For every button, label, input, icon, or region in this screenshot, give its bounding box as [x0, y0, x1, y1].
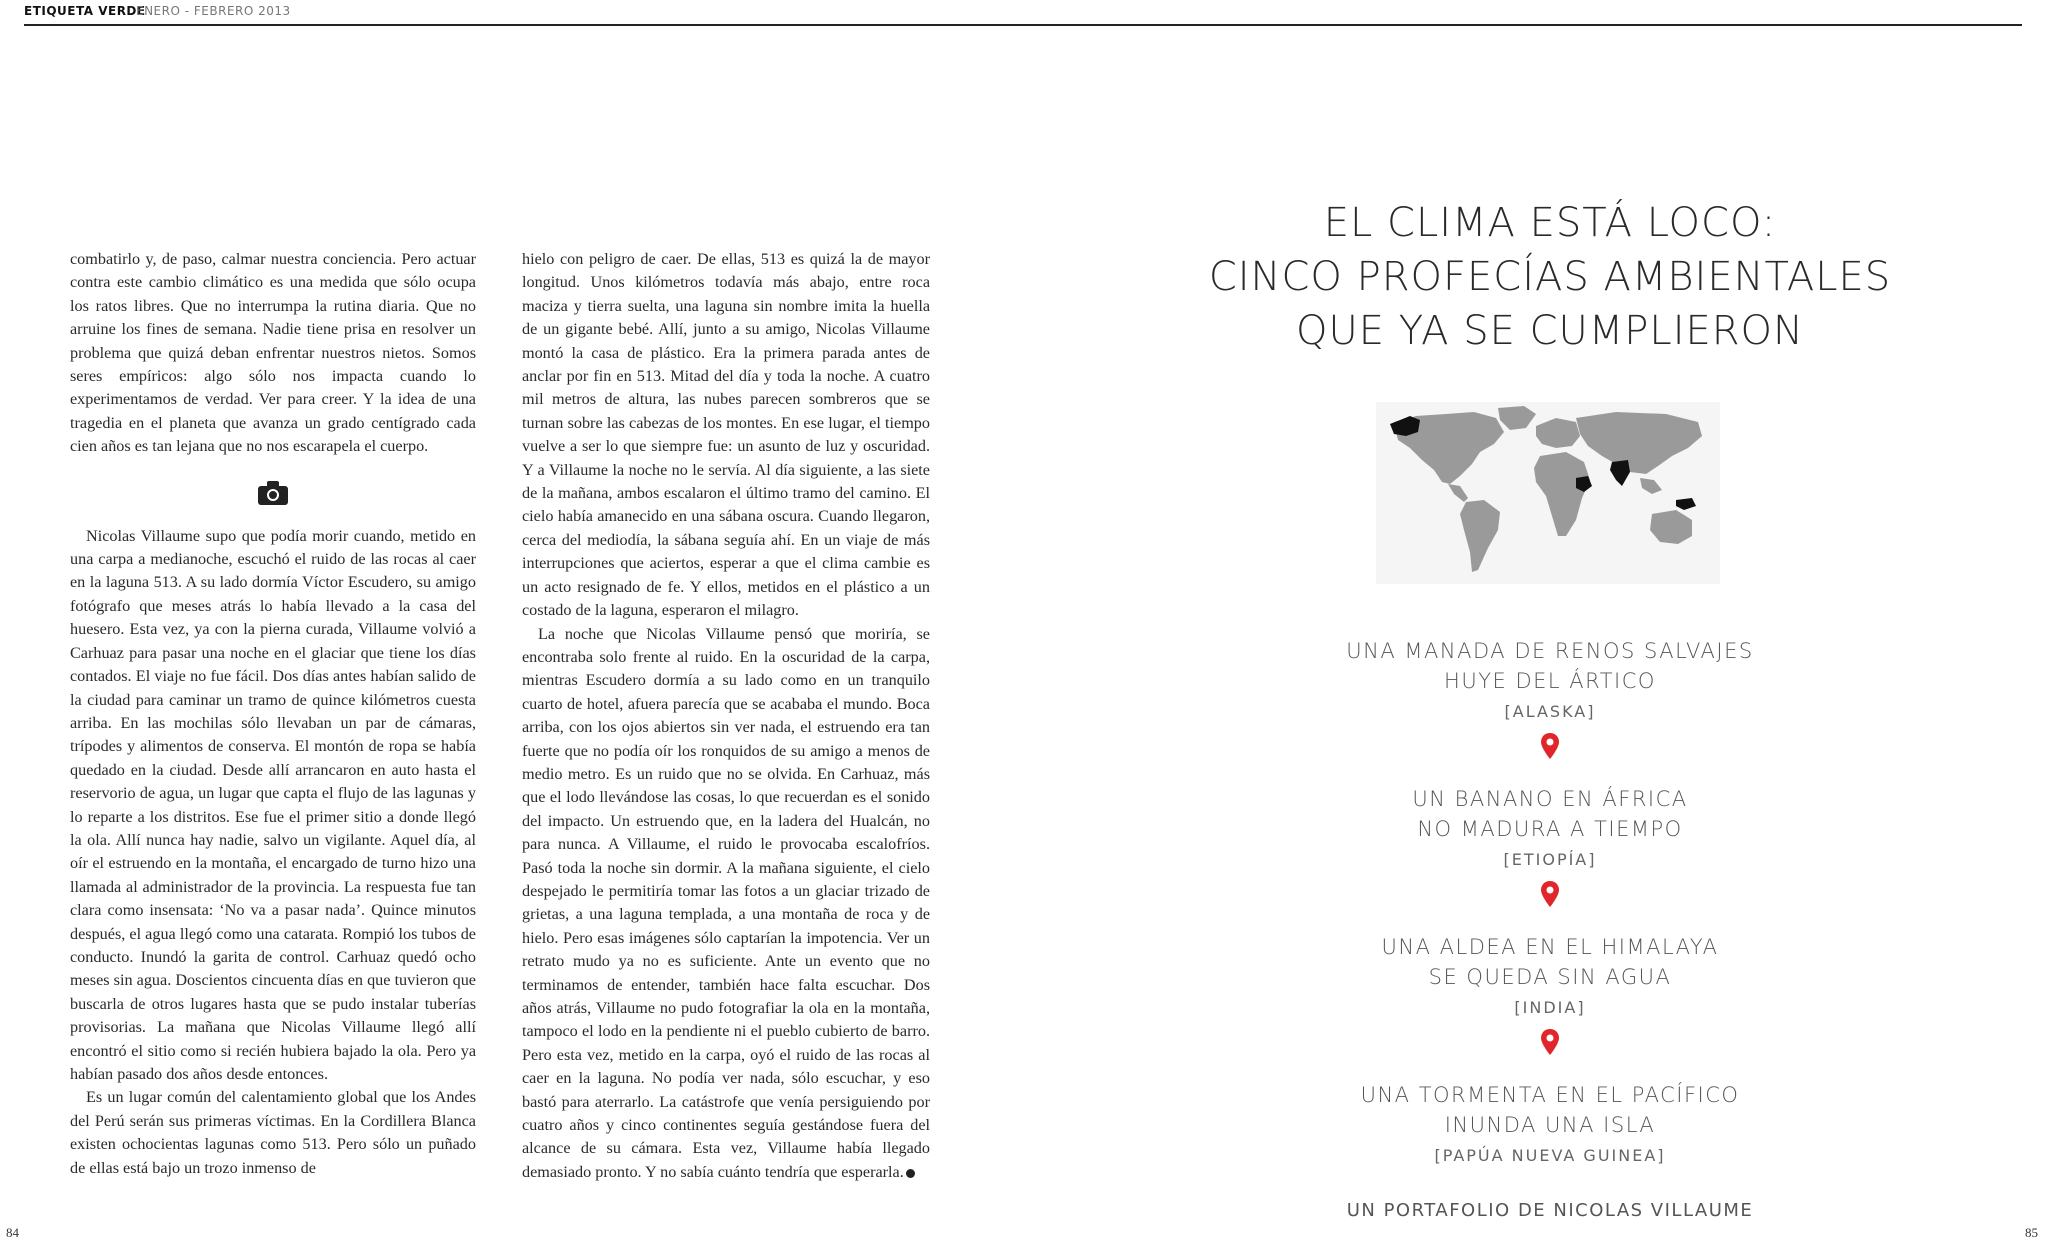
prophecy-desc: UNA ALDEA EN EL HIMALAYA: [1381, 935, 1719, 959]
prophecy-desc: UNA TORMENTA EN EL PACÍFICO: [1360, 1083, 1740, 1107]
prophecy-desc: NO MADURA A TIEMPO: [1417, 817, 1683, 841]
camera-icon: [258, 481, 288, 505]
paragraph: Es un lugar común del calentamiento global que los Andes del Perú serán sus primeras víctimas. En la Cordillera Blanca existen ochocientas lagunas como 513. Pero sólo un puñado de ellas está bajo un trozo inmenso de: [70, 1088, 476, 1177]
issue-date: ENERO - FEBRERO 2013: [136, 4, 291, 18]
paragraph: hielo con peligro de caer. De ellas, 513 es quizá la de mayor longitud. Unos kilómetros todavía más abajo, entre roca maciza y tierra suelta, una laguna sin nombre imita la huella de un gigante bebé. Allí, junto a su amigo, Nicolas Villaume montó la casa de plástico. Era la primera parada antes de anclar por fin en 513. Mitad del día y toda la noche. A cuatro mil metros de altura, las nubes parecen sombreros que se turnan sobre las cabezas de los montes. En ese lugar, el tiempo vuelve a ser lo que siempre fue: un asunto de luz y oscuridad. Y a Villaume la noche no le servía. Al día siguiente, a las siete de la mañana, ambos escalaron el último tramo del camino. El cielo había amanecido en una sábana oscura. Cuando llegaron, cerca del mediodía, la sábana seguía ahí. En un viaje de más interrupciones que aciertos, esperar a que el clima cambie es un acto resignado de fe. Y ellos, metidos en el plástico a un costado de la laguna, esperaron el milagro.: [522, 250, 930, 620]
prophecy-desc: SE QUEDA SIN AGUA: [1428, 965, 1672, 989]
feature-title: [1160, 196, 1940, 358]
prophecy-desc: HUYE DEL ÁRTICO: [1444, 669, 1656, 693]
prophecy-place: [PAPÚA NUEVA GUINEA]: [1434, 1146, 1666, 1165]
paragraph: combatirlo y, de paso, calmar nuestra conciencia. Pero actuar contra este cambio climático es una medida que sólo ocupa los ratos libres. Que no interrumpa la rutina diaria. Que no arruine los fines de semana. Nadie tiene prisa en resolver un problema que quizá deban enfrentar nuestros nietos. Somos seres empíricos: algo sólo nos impacta cuando lo experimentamos de verdad. Ver para creer. Y la idea de una tragedia en el planeta que avanza un grado centígrado cada cien años es tan lejana que no nos escarapela el cuerpo.: [70, 250, 476, 456]
title-line: EL CLIMA ESTÁ LOCO:: [1323, 200, 1777, 246]
paragraph: Nicolas Villaume supo que podía morir cuando, metido en una carpa a medianoche, escuchó el ruido de las rocas al caer en la laguna 513. A su lado dormía Víctor Escudero, su amigo fotógrafo que meses atrás lo había llevado a la casa del huesero. Esta vez, ya con la pierna curada, Villaume volvió a Carhuaz para pasar una noche en el glaciar que tiene los días contados. El viaje no fue fácil. Dos días antes habían salido de la ciudad para caminar un tramo de quince kilómetros cuesta arriba. En las mochilas sólo llevaban un par de cámaras, trípodes y alimentos de conserva. El montón de ropa se había quedado en la ciudad. Desde allí arrancaron en auto hasta el reservorio de agua, un lugar que capta el flujo de las lagunas y lo reparte a los distritos. Ese fue el primer sitio a donde llegó la ola. Allí nunca hay nadie, salvo un vigilante. Aquel día, al oír el estruendo en la montaña, el encargado de turno hizo una llamada al administrador de la provincia. La respuesta fue tan clara como insensata: ‘No va a pasar nada’. Quince minutos después, el agua llegó como una catarata. Rompió los tubos de conducto. Inundó la garita de control. Carhuaz quedó ocho meses sin agua. Doscientos cincuenta días en que tuvieron que buscarla de otros lugares hasta que se pudo instalar tuberías provisorias. La mañana que Nicolas Villaume llegó allí encontró el sitio como si recién hubiera bajado la ola. Pero ya habían pasado dos años desde entonces.: [70, 526, 476, 1083]
title-line: CINCO PROFECÍAS AMBIENTALES: [1208, 254, 1892, 300]
prophecy-item: [1160, 784, 1940, 932]
world-map-graphic: [1376, 402, 1720, 584]
prophecy-list: [1160, 636, 1940, 1228]
map-pin-icon: [1540, 880, 1560, 908]
right-page: [1160, 0, 1940, 1247]
world-map-icon: [1376, 402, 1720, 584]
paragraph-text: La noche que Nicolas Villaume pensó que moriría, se encontraba solo frente al ruido. En la oscuridad de la carpa, mientras Escudero dormía a su lado como en un tranquilo cuarto de hotel, afuera parecía que se acababa el mundo. Boca arriba, con los ojos abiertos sin ver nada, el estruendo era tan fuerte que no podía oír los ronquidos de su amigo a menos de medio metro. Es un ruido que no se olvida. En Carhuaz, más que el lodo llevándose las cosas, lo que recuerdan es el sonido del impacto. Un estruendo que, en la ladera del Hualcán, no para nunca. A Villaume, el ruido le provocaba escalofríos. Pasó toda la noche sin dormir. A la mañana siguiente, el cielo despejado le permitiría tomar las fotos a un glaciar trizado de grietas, a una laguna templada, a una montaña de roca y de hielo. Pero esas imágenes sólo captarían la impotencia. Ver un retrato mudo ya no es suficiente. Ante un evento que no terminamos de entender, también hace falta escuchar. Dos años atrás, Villaume no pudo fotografiar la ola en la montaña, tampoco el lodo en la pendiente ni el pueblo cubierto de barro. Pero esta vez, metido en la carpa, oyó el ruido de las rocas al caer en la laguna. No podía ver nada, sólo escuchar, y eso bastó para aterrarlo. La catástrofe que venía persiguiendo por cuatro años y cinco continentes seguía gestándose fuera del alcance de su cámara. Esta vez, Villaume había llegado demasiado pronto. Y no sabía cuánto tendría que esperarla.: [522, 624, 930, 1181]
prophecy-place: [ALASKA]: [1504, 702, 1596, 721]
page-number-left: 84: [6, 1225, 19, 1240]
prophecy-item: [1160, 636, 1940, 784]
portfolio-byline: UN PORTAFOLIO DE NICOLAS VILLAUME: [1346, 1200, 1754, 1221]
prophecy-item: [1160, 932, 1940, 1080]
map-pin-icon: [1540, 1028, 1560, 1056]
left-column-2: [522, 248, 930, 1184]
prophecy-desc: UN BANANO EN ÁFRICA: [1412, 787, 1688, 811]
left-column-1: [70, 248, 476, 1180]
page-number-right: 85: [2025, 1225, 2038, 1240]
paragraph-last: [522, 623, 930, 1185]
prophecy-place: [INDIA]: [1514, 998, 1586, 1017]
prophecy-place: [ETIOPÍA]: [1503, 850, 1597, 869]
end-mark-icon: [906, 1169, 915, 1178]
magazine-name: ETIQUETA VERDE: [24, 4, 146, 18]
prophecy-desc: UNA MANADA DE RENOS SALVAJES: [1346, 639, 1754, 663]
title-line: QUE YA SE CUMPLIERON: [1296, 308, 1804, 354]
map-pin-icon: [1540, 732, 1560, 760]
prophecy-desc: INUNDA UNA ISLA: [1444, 1113, 1656, 1137]
